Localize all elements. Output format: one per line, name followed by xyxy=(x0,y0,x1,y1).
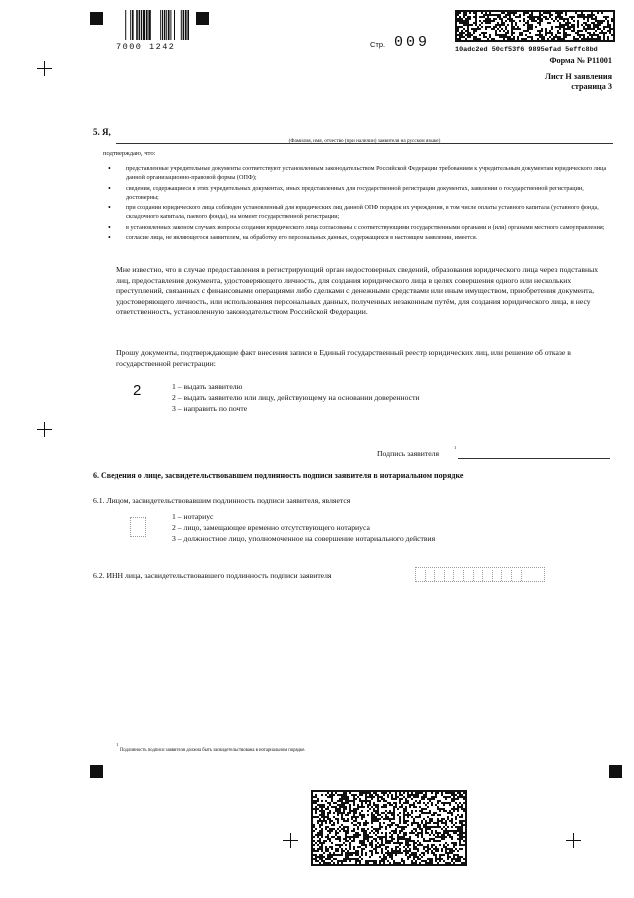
page-number: 009 xyxy=(394,34,431,51)
sheet-page: страница 3 xyxy=(571,82,612,91)
registration-square xyxy=(90,765,103,778)
delivery-option-2: 2 – выдать заявителю или лицу, действующему на основании доверенности xyxy=(172,393,420,402)
barcode-number: 7000 1242 xyxy=(116,42,176,52)
2d-barcode xyxy=(455,10,615,42)
certifier-type-field[interactable] xyxy=(130,517,146,537)
registration-square xyxy=(609,765,622,778)
list-item: • согласие лица, не являющегося заявителем, на обработку его персональных данных, содержащихся в настоящем заявлении, имеется. xyxy=(104,233,614,242)
list-item: • в установленных законом случаях вопросы создания юридического лица согласованы с соответствующими государственными органами и (или) органами местного самоуправления; xyxy=(104,223,614,232)
request-paragraph: Прошу документы, подтверждающие факт внесения записи в Единый государственный реестр юридических лиц, или решение об отказе в государственной регистрации: xyxy=(116,348,571,368)
footnote-number: 1 xyxy=(116,742,119,747)
section62-label: 6.2. ИНН лица, засвидетельствовавшего подлинность подписи заявителя xyxy=(93,571,332,580)
2d-barcode xyxy=(311,790,467,866)
registration-square xyxy=(196,12,209,25)
form-title: Форма № Р11001 xyxy=(549,56,612,65)
footnote-mark: 1 xyxy=(454,445,457,450)
sheet-title: Лист Н заявления xyxy=(544,72,612,81)
certifier-option-1: 1 – нотариус xyxy=(172,512,214,521)
delivery-choice-field[interactable]: 2 xyxy=(133,382,142,399)
footnote-text: Подлинность подписи заявителя должна быть засвидетельствована в нотариальном порядке. xyxy=(120,748,306,753)
registration-square xyxy=(90,12,103,25)
registration-cross xyxy=(37,61,52,76)
list-item: • при создании юридического лица соблюден установленный для юридических лиц данной ОПФ порядок их учреждения, в том числе оплаты уставного капитала (уставного фонда, складочного капитала, паевого фонда), на момент государственной регистрации; xyxy=(104,203,614,221)
inn-field[interactable] xyxy=(415,567,545,582)
certifier-option-2: 2 – лицо, замещающее временно отсутствующего нотариуса xyxy=(172,523,370,532)
hash-code: 10adc2ed 50cf53f6 9895efad 5effc8bd xyxy=(455,46,598,54)
page-label: Стр. xyxy=(370,40,386,49)
list-item: • сведения, содержащиеся в этих учредительных документах, иных представленных для государственной регистрации документах, заявлении о государственной регистрации, достоверны; xyxy=(104,184,614,202)
section61-label: 6.1. Лицом, засвидетельствовавшим подлинность подписи заявителя, является xyxy=(93,496,351,505)
confirmation-list xyxy=(104,164,614,244)
barcode xyxy=(111,10,189,40)
delivery-option-3: 3 – направить по почте xyxy=(172,404,248,413)
certifier-option-3: 3 – должностное лицо, уполномоченное на совершение нотариального действия xyxy=(172,534,436,543)
responsibility-paragraph: Мне известно, что в случае предоставления в регистрирующий орган недостоверных сведений, образования юридического лица через подставных лиц, предоставления документа, удостоверяющего личность, для создания юридического лица в целях совершения одного или нескольких преступлений, связанных с финансовыми операциями либо сделками с денежными средствами или иным имуществом, приобретения документа, удостоверяющего личность, или использования персональных данных, полученных незаконным путём, для создания юридического лица, я несу ответственность, установленную законодательством Российской Федерации. xyxy=(116,265,599,317)
signature-field[interactable] xyxy=(458,458,610,459)
section6-title: 6. Сведения о лице, засвидетельствовавшем подлинность подписи заявителя в нотариальном порядке xyxy=(93,471,464,480)
registration-cross xyxy=(566,833,581,848)
registration-cross xyxy=(283,833,298,848)
confirm-intro: подтверждаю, что: xyxy=(103,150,156,157)
signature-label: Подпись заявителя xyxy=(377,449,440,458)
delivery-option-1: 1 – выдать заявителю xyxy=(172,382,243,391)
registration-cross xyxy=(37,422,52,437)
section5-label: 5. Я, xyxy=(93,127,111,137)
applicant-name-caption: (Фамилия, имя, отчество (при наличии) заявителя на русском языке) xyxy=(288,138,441,144)
list-item: • представленные учредительные документы соответствуют установленным законодательством Российской Федерации требованиям к учредительным документам юридического лица данной организационно-правовой формы (ОПФ); xyxy=(104,164,614,182)
